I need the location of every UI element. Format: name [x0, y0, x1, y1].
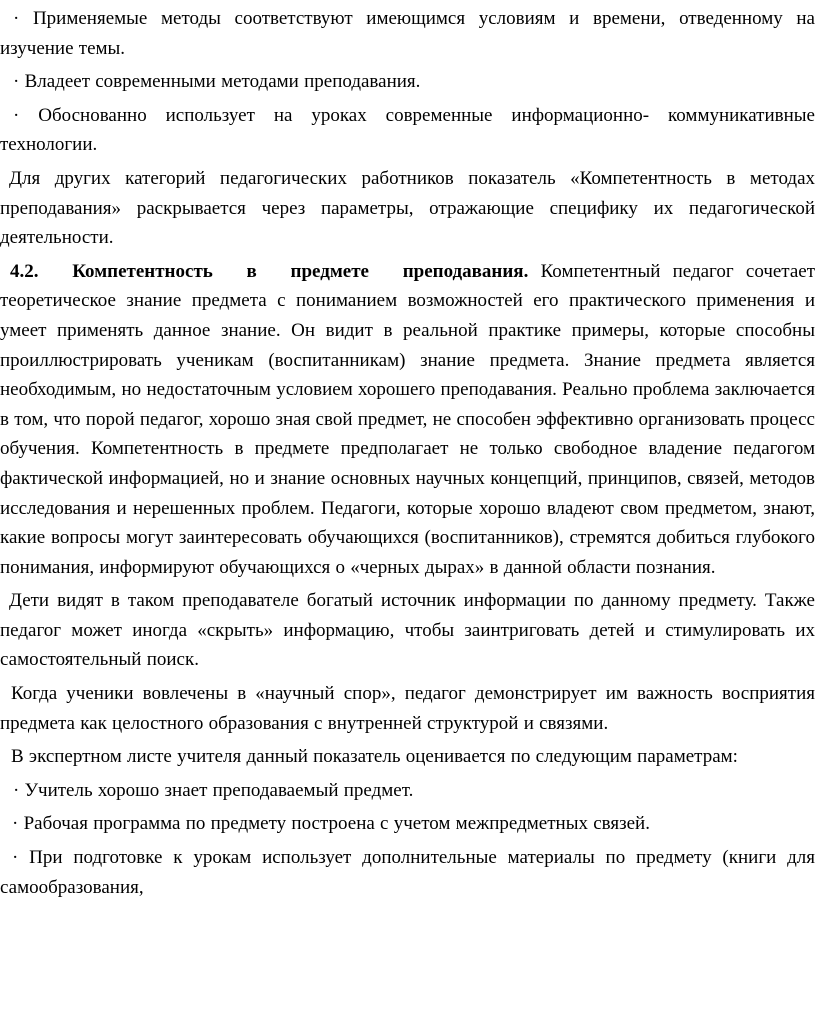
paragraph-expert-sheet: В экспертном листе учителя данный показатель оценивается по следующим параметрам:: [11, 746, 738, 768]
param-item: · При подготовке к урокам использует дополнительные материалы по предмету (книги для самообразования,: [0, 847, 815, 898]
paragraph-children: Дети видят в таком преподавателе богатый источник информации по данному предмету. Также педагог может иногда «скрыть» информацию, чтобы заинтриговать детей и стимулировать их самостоятельный поиск.: [0, 590, 815, 671]
bullet-item: · Владеет современными методами преподавания.: [13, 71, 421, 93]
bullet-item: · Обоснованно использует на уроках современные информационно- коммуникативные технологии.: [0, 104, 815, 156]
section-4-2-paragraph: [0, 257, 815, 583]
paragraph-other-categories: Для других категорий педагогических работников показатель «Компетентность в методах преподавания» раскрывается через параметры, отражающие специфику их педагогической деятельности.: [0, 167, 815, 249]
param-item: · Учитель хорошо знает преподаваемый предмет.: [13, 779, 414, 801]
section-body: Компетентный педагог сочетает теоретическое знание предмета с пониманием возможностей его практического применения и умеет применять данное знание. Он видит в реальной практике примеры, которые способны проиллюстрировать ученикам (воспитанникам) знание предмета. Знание предмета является необходимым, но недостаточным условием хорошего преподавания. Реально проблема заключается в том, что порой педагог, хорошо зная свой предмет, не способен эффективно организовать процесс обучения. Компетентность в предмете предполагает не только свободное владение педагогом фактической информацией, но и знание основных научных концепций, принципов, связей, методов исследования и нерешенных проблем. Педагоги, которые хорошо владеют свом предметом, знают, какие вопросы могут заинтересовать обучающихся (воспитанников), стремятся добиться глубокого понимания, информируют обучающихся о «черных дырах» в данной области познания.: [0, 260, 816, 578]
bullet-item: · Применяемые методы соответствуют имеющимся условиям и времени, отведенному на изучение темы.: [0, 8, 815, 59]
paragraph-dispute: Когда ученики вовлечены в «научный спор», педагог демонстрирует им важность восприятия предмета как целостного образования с внутренней структурой и связями.: [0, 683, 815, 734]
section-heading: 4.2. Компетентность в предмете преподавания.: [10, 260, 529, 282]
param-item: · Рабочая программа по предмету построена с учетом межпредметных связей.: [12, 813, 650, 835]
